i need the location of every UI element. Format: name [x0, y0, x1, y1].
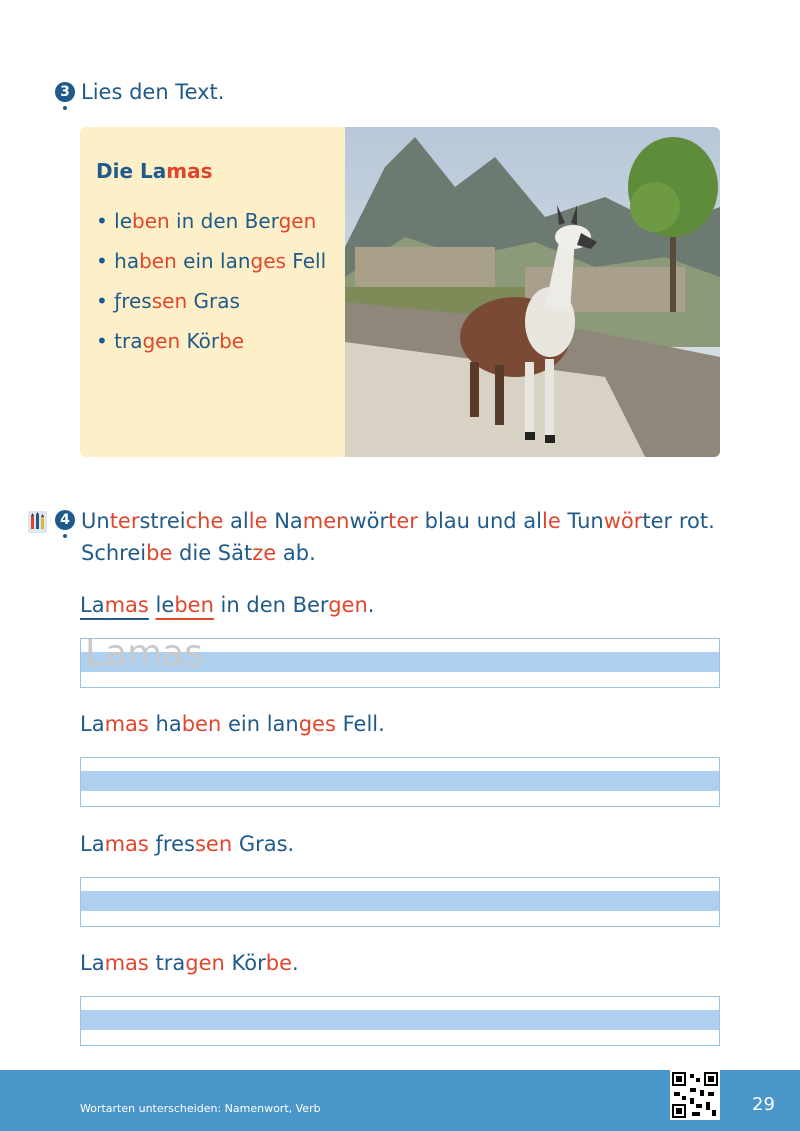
- bullet-line: [96, 209, 316, 233]
- syllable: ben: [139, 249, 177, 273]
- syllable: Gras.: [232, 832, 295, 856]
- syllable: mas: [104, 593, 149, 617]
- syllable: die Sät: [172, 541, 253, 565]
- task-number-3: [55, 82, 75, 102]
- syllable: blau und al: [417, 509, 542, 533]
- task-number-4-text: 4: [60, 512, 70, 528]
- example-sentence-1: [80, 593, 374, 617]
- syllable: sen: [194, 832, 233, 856]
- syllable: .: [291, 951, 299, 975]
- syllable: ter: [388, 509, 418, 533]
- syllable: mas: [166, 159, 213, 183]
- syllable: Schrei: [81, 541, 147, 565]
- syllable: La: [80, 832, 105, 856]
- syllable: Gras: [187, 289, 240, 313]
- writing-band: [81, 1010, 719, 1030]
- syllable: Kör: [180, 329, 220, 353]
- bullet-line: [96, 329, 244, 353]
- syllable: al: [223, 509, 249, 533]
- writing-line-2[interactable]: [80, 757, 720, 807]
- syllable: le: [155, 593, 175, 617]
- page-footer: [0, 1070, 800, 1131]
- qr-code-icon[interactable]: [670, 1070, 720, 1120]
- syllable: •: [96, 289, 115, 313]
- syllable: men: [302, 509, 350, 533]
- syllable: ein lan: [221, 712, 299, 736]
- syllable: Fell: [285, 249, 327, 273]
- syllable: mas: [104, 832, 149, 856]
- tracing-text: Lamas: [85, 638, 204, 674]
- lamas-text-card: [80, 127, 720, 457]
- syllable: • ha: [96, 249, 140, 273]
- syllable: be: [146, 541, 173, 565]
- syllable: Tun: [560, 509, 604, 533]
- task4-instruction-line1: [81, 509, 715, 533]
- footer-topic: Wortarten unterscheiden: Namenwort, Verb: [80, 1102, 321, 1115]
- syllable: ben: [132, 209, 170, 233]
- syllable: gen: [278, 209, 317, 233]
- syllable: sen: [151, 289, 188, 313]
- card-title: [96, 159, 212, 183]
- syllable: mas: [104, 712, 149, 736]
- syllable: .: [367, 593, 375, 617]
- syllable: [149, 593, 156, 617]
- syllable: La: [80, 593, 105, 617]
- syllable: tra: [148, 951, 186, 975]
- syllable: in den Ber: [213, 593, 329, 617]
- bullet-line: [96, 289, 240, 313]
- syllable: che: [185, 509, 224, 533]
- syllable: Un: [81, 509, 110, 533]
- colored-pencils-icon: [28, 511, 47, 533]
- writing-line-3[interactable]: [80, 877, 720, 927]
- syllable: le: [248, 509, 268, 533]
- syllable: La: [80, 951, 105, 975]
- syllable: gen: [328, 593, 368, 617]
- task4-instruction-line2: [81, 541, 316, 565]
- syllable: ha: [148, 712, 182, 736]
- syllable: ein lan: [176, 249, 251, 273]
- syllable: • le: [96, 209, 133, 233]
- writing-line-4[interactable]: [80, 996, 720, 1046]
- bullet-line: [96, 249, 326, 273]
- writing-band: [81, 891, 719, 911]
- syllable: ƒres: [114, 289, 152, 313]
- syllable: in den Ber: [169, 209, 279, 233]
- text-panel: [80, 127, 345, 457]
- syllable: ƒres: [148, 832, 195, 856]
- syllable: • tra: [96, 329, 143, 353]
- syllable: ter rot.: [642, 509, 715, 533]
- task-number-4: [55, 510, 75, 530]
- syllable: ges: [298, 712, 336, 736]
- example-sentence-4: [80, 951, 299, 975]
- syllable: Fell.: [335, 712, 385, 736]
- syllable: be: [265, 951, 292, 975]
- syllable: La: [80, 712, 105, 736]
- syllable: be: [219, 329, 245, 353]
- writing-line-1[interactable]: [80, 638, 720, 688]
- syllable: le: [541, 509, 561, 533]
- syllable: gen: [185, 951, 225, 975]
- task-number-3-text: 3: [60, 84, 70, 100]
- syllable: Kör: [224, 951, 266, 975]
- example-sentence-3: [80, 832, 294, 856]
- syllable: strei: [139, 509, 186, 533]
- syllable: ze: [252, 541, 277, 565]
- syllable: Na: [267, 509, 303, 533]
- writing-band: [81, 771, 719, 791]
- syllable: gen: [142, 329, 181, 353]
- page-number: 29: [752, 1094, 775, 1115]
- syllable: ben: [181, 712, 222, 736]
- syllable: mas: [104, 951, 149, 975]
- syllable: wör: [349, 509, 389, 533]
- syllable: wör: [603, 509, 643, 533]
- syllable: ges: [250, 249, 286, 273]
- task3-instruction: Lies den Text.: [81, 80, 225, 104]
- syllable: ben: [174, 593, 214, 617]
- syllable: Die La: [96, 159, 167, 183]
- llama-photo: [345, 127, 720, 457]
- syllable: ter: [109, 509, 140, 533]
- syllable: ab.: [276, 541, 316, 565]
- example-sentence-2: [80, 712, 385, 736]
